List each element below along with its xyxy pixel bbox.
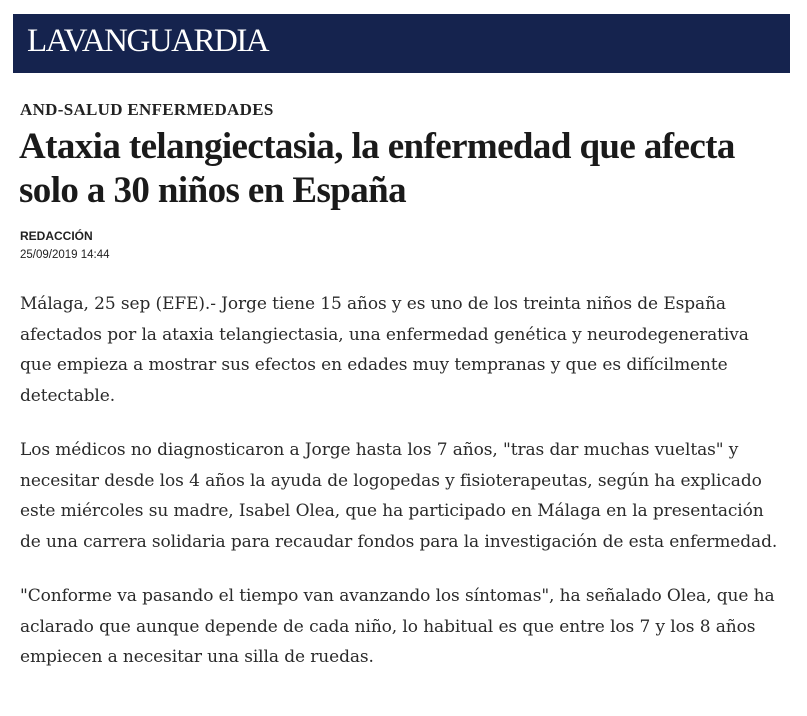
author-byline: REDACCIÓN: [20, 229, 93, 243]
article-paragraph: Málaga, 25 sep (EFE).- Jorge tiene 15 años y es uno de los treinta niños de España afectados por la ataxia telangiectasia, una enfermedad genética y neurodegenerativa que empieza a mostrar sus efectos en edades muy tempranas y que es difícilmente detectable.: [20, 294, 749, 406]
publish-date: 25/09/2019 14:44: [20, 249, 110, 261]
section-label[interactable]: AND-SALUD ENFERMEDADES: [20, 100, 274, 119]
article-paragraph: "Conforme va pasando el tiempo van avanzando los síntomas", ha señalado Olea, que ha aclarado que aunque depende de cada niño, lo habitual es que entre los 7 y los 8 años empiecen a necesitar una silla de ruedas.: [20, 586, 775, 667]
site-logo[interactable]: LAVANGUARDIA: [27, 23, 269, 59]
article-body: [20, 289, 780, 697]
masthead: [13, 14, 790, 73]
article-paragraph: Los médicos no diagnosticaron a Jorge hasta los 7 años, "tras dar muchas vueltas" y necesitar desde los 4 años la ayuda de logopedas y fisioterapeutas, según ha explicado este miércoles su madre, Isabel Olea, que ha participado en Málaga en la presentación de una carrera solidaria para recaudar fondos para la investigación de esta enfermedad.: [20, 440, 778, 552]
article-headline: Ataxia telangiectasia, la enfermedad que afecta solo a 30 niños en España: [19, 126, 735, 211]
